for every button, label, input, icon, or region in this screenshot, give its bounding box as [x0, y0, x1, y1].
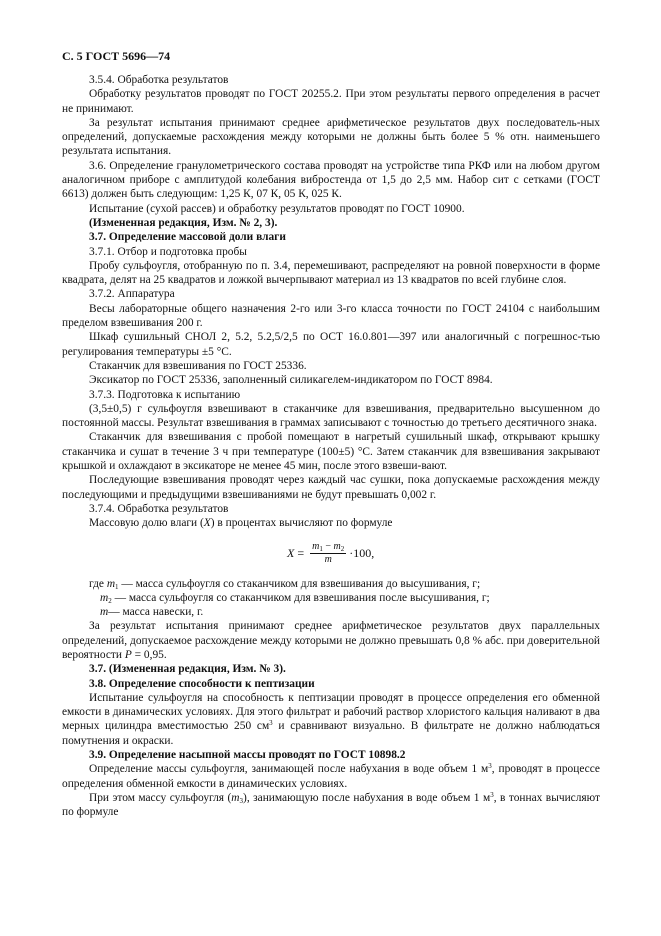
section-3-8-heading: 3.8. Определение способности к пептизации: [89, 677, 315, 690]
formula-lhs: X: [287, 545, 295, 560]
formula-fraction: [310, 541, 346, 566]
formula-denominator: [323, 554, 334, 566]
text-run: — масса навески, г.: [108, 606, 204, 619]
subscript: 3: [239, 796, 244, 805]
paragraph: Эксикатор по ГОСТ 25336, заполненный силикагелем-индикатором по ГОСТ 8984.: [89, 374, 493, 387]
paragraph: 3.6. Определение гранулометрического состава проводят на устройстве типа РКФ или на любом другом аналогичном приборе с амплитудой колебания вибростенда от 1,5 до 2,5 мм. Набор сит с сетками (ГОСТ 6613) должен быть следующим: 1,25 К, 07 К, 05 К, 025 К.: [62, 159, 600, 201]
subscript: 2: [340, 544, 345, 553]
paragraph: Шкаф сушильный СНОЛ 2, 5.2, 5.2,5/2,5 по ОСТ 16.0.801—397 или аналогичный с погрешнос-тью регулирования температуры ±5 °С.: [62, 331, 600, 358]
text-run: Определение массы сульфоугля, занимающей после набухания в воде объем 1 м: [89, 763, 489, 776]
variable: m: [100, 591, 109, 604]
text-run: ) в процентах вычисляют по формуле: [210, 517, 393, 530]
paragraph: Пробу сульфоугля, отобранную по п. 3.4, перемешивают, распределяют на ровной поверхности в форме квадрата, делят на 25 квадратов и ложкой вычерпывают материал из 13 квадратов по всей глубине слоя.: [62, 259, 600, 287]
variable: P: [124, 648, 132, 661]
text-run: , в тоннах вычисляют по формуле: [62, 791, 600, 819]
paragraph: [62, 691, 600, 748]
formula-tail: ·100,: [349, 545, 375, 560]
paragraph: [62, 762, 600, 791]
variable: X: [203, 517, 211, 530]
text-run: = 0,95.: [131, 648, 167, 661]
paragraph: (3,5±0,5) г сульфоугля взвешивают в стаканчике для взвешивания, предварительно высушенном до постоянной массы. Результат взвешивания в граммах записывают с точностью до третьего десятичного знака.: [62, 402, 600, 430]
subsection-heading: 3.7.2. Аппаратура: [89, 288, 175, 301]
paragraph: [62, 619, 600, 662]
moisture-formula: [62, 531, 600, 577]
superscript: 3: [490, 790, 494, 799]
variable: m: [100, 606, 109, 619]
paragraph: [62, 516, 600, 530]
paragraph: Стаканчик для взвешивания по ГОСТ 25336.: [89, 359, 307, 372]
legend-item: [62, 605, 600, 619]
section-3-7-heading: 3.7. Определение массовой доли влаги: [89, 231, 286, 244]
section-3-9-heading: 3.9. Определение насыпной массы проводят по ГОСТ 10898.2: [89, 749, 406, 762]
subscript: 1: [319, 544, 323, 553]
text-run: Испытание сульфоугля на способность к пептизации проводят в процессе определения его обменной емкости в динамических условиях. Для этого фильтрат и рабочий раствор хлористого кальция наливают в два мерных цилиндра вместимостью 250 см: [62, 691, 600, 733]
text-run: Массовую долю влаги (: [89, 517, 204, 530]
subsection-heading: 3.7.3. Подготовка к испытанию: [89, 388, 241, 401]
paragraph: [62, 791, 600, 820]
paragraph: Последующие взвешивания проводят через каждый час сушки, пока допускаемые расхождения между последующими и предыдущими взвешиваниями не будут превышать 0,002 г.: [62, 474, 600, 501]
text-run: , проводят в процессе определения обменной емкости в динамических условиях.: [62, 763, 600, 790]
paragraph: Обработку результатов проводят по ГОСТ 20255.2. При этом результаты первого определения в расчет не принимают.: [62, 88, 600, 115]
text-run: и сравнивают визуально. В фильтрате не должно наблюдаться помутнения и окраски.: [62, 720, 601, 747]
variable: m: [106, 577, 116, 590]
legend-item: [62, 577, 600, 591]
paragraph: Весы лабораторные общего назначения 2-го или 3-го класса точности по ГОСТ 24104 с наибольшим пределом взвешивания 200 г.: [62, 302, 600, 330]
formula-equals: =: [297, 545, 305, 560]
amendment-note: (Измененная редакция, Изм. № 2, 3).: [89, 216, 278, 229]
text-run: где: [89, 577, 107, 590]
subsection-heading: 3.7.1. Отбор и подготовка пробы: [89, 245, 247, 258]
formula-expression: [287, 541, 374, 566]
paragraph: Испытание (сухой рассев) и обработку результатов проводят по ГОСТ 10900.: [89, 202, 465, 215]
paragraph: За результат испытания принимают среднее арифметическое результатов двух последователь-ных определений, допускаемые расхождения между которыми не должны быть более 5 % отн. наименьшего результата испытания.: [62, 116, 600, 158]
document-body: [62, 73, 600, 820]
text-run: — масса сульфоугля со стаканчиком для взвешивания до высушивания, г;: [118, 577, 481, 590]
text-run: За результат испытания принимают среднее арифметическое результатов двух параллельных определений, допускаемое расхождение между которыми не должно превышать 0,8 % абс. при доверительной вероятности: [62, 620, 600, 661]
text-run: — масса сульфоугля со стаканчиком для взвешивания после высушивания, г;: [111, 591, 490, 604]
subscript: 2: [108, 596, 112, 605]
page-header: С. 5 ГОСТ 5696—74: [62, 49, 171, 63]
subscript: 1: [115, 582, 119, 591]
superscript: 3: [269, 719, 273, 728]
amendment-note: 3.7. (Измененная редакция, Изм. № 3).: [89, 663, 286, 676]
subsection-heading: 3.7.4. Обработка результатов: [89, 502, 229, 515]
variable: m: [231, 791, 240, 804]
paragraph: Стаканчик для взвешивания с пробой помещают в нагретый сушильный шкаф, открывают крышку стаканчика и сушат в течение 3 ч при температуре (100±5) °С. Затем стаканчик для взвешивания закрывают крышкой и охлаждают в эксикаторе не менее 45 мин, после этого взвеши-вают.: [62, 431, 600, 473]
variable: m: [333, 540, 341, 552]
formula-numerator: [310, 541, 346, 554]
variable: m: [312, 540, 320, 552]
text-run: При этом массу сульфоугля (: [89, 791, 232, 804]
formula-minus: −: [322, 540, 334, 552]
text-run: ), занимающую после набухания в воде объем 1 м: [243, 791, 491, 804]
section-3-5-4-heading: 3.5.4. Обработка результатов: [89, 74, 229, 86]
legend-item: [62, 591, 600, 605]
formula-legend: [62, 577, 600, 620]
superscript: 3: [488, 762, 492, 771]
variable: m: [324, 553, 332, 565]
